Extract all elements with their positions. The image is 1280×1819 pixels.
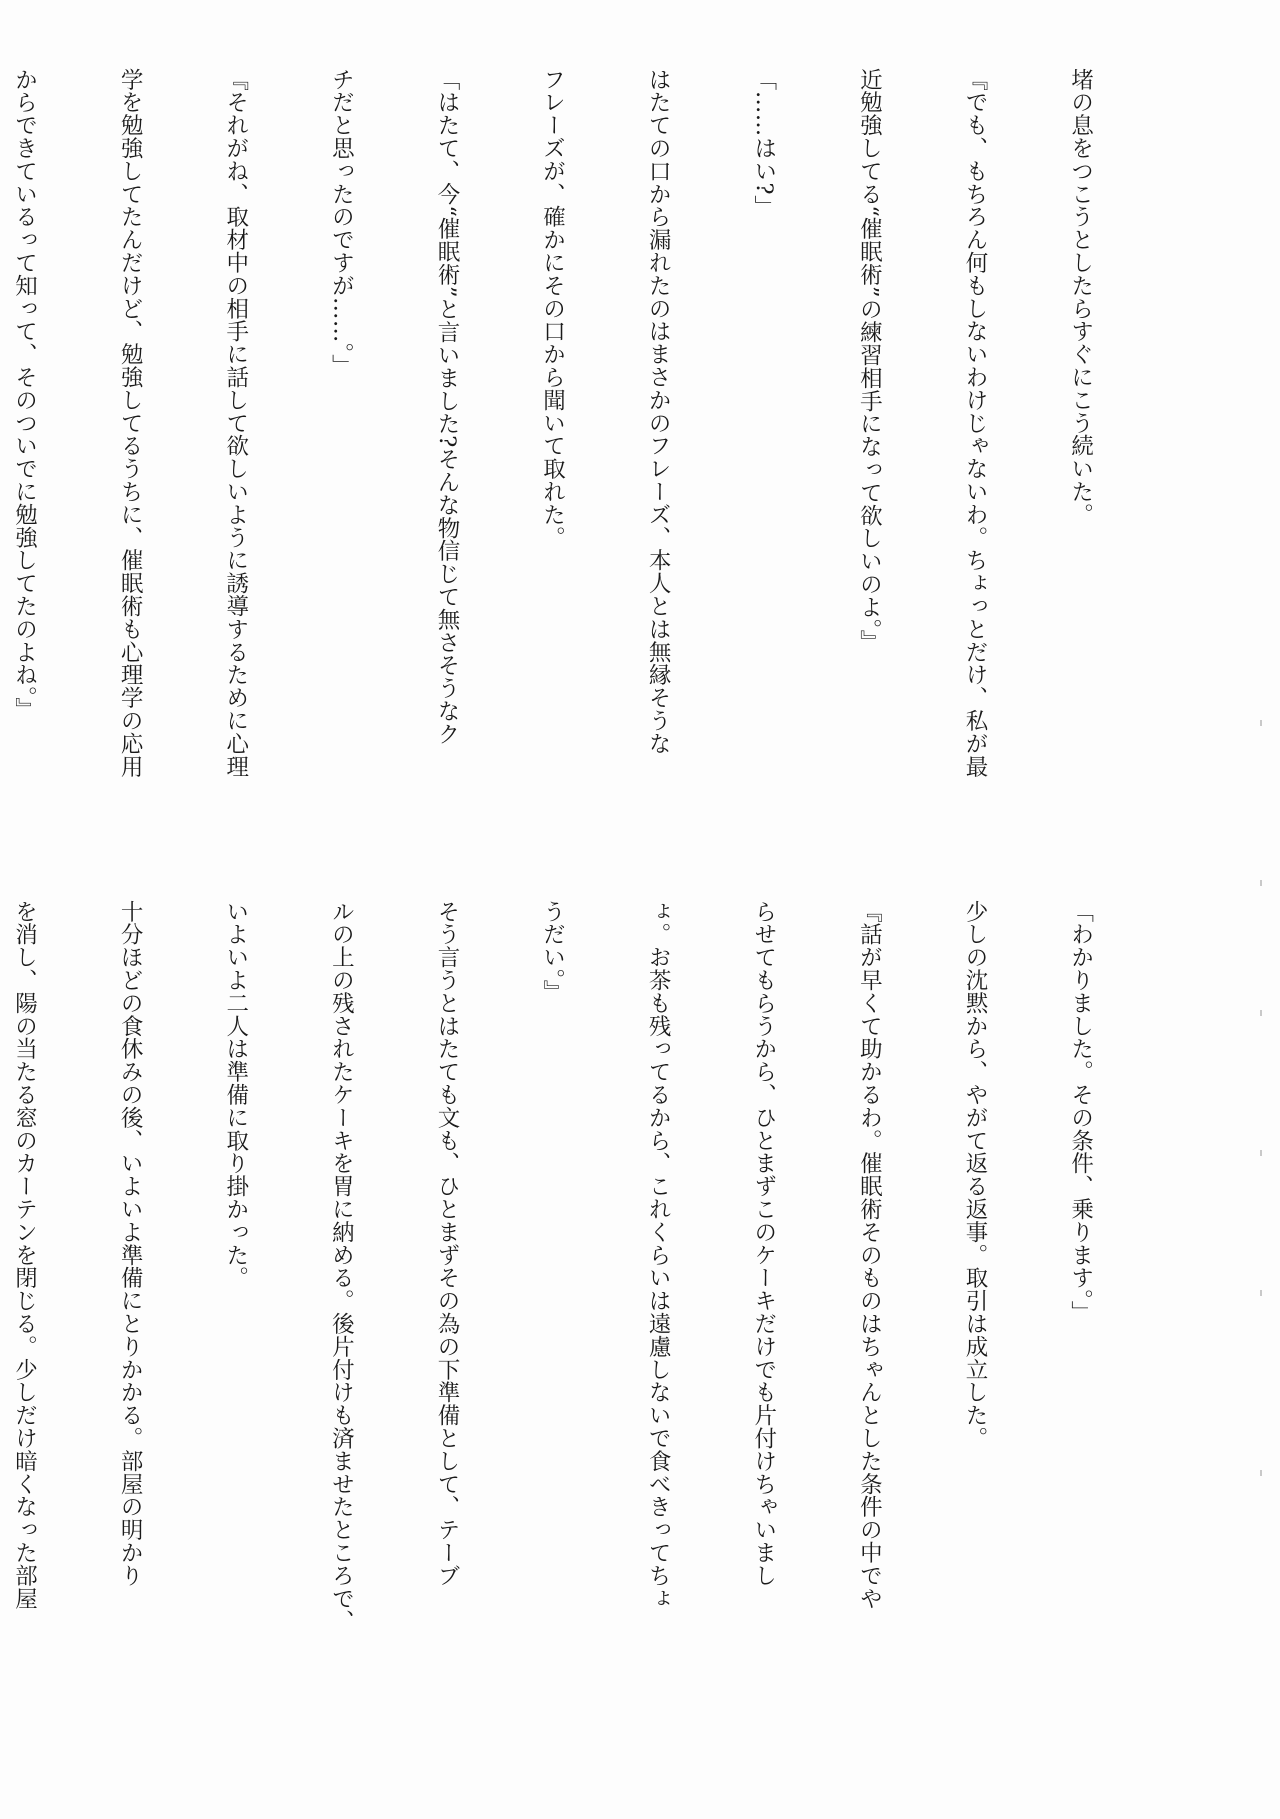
scan-speck	[1260, 1010, 1262, 1016]
text-line: からできているって知って、そのついでに勉強してたのよね。』	[11, 68, 38, 721]
text-line: いよいよ二人は準備に取り掛かった。	[222, 900, 249, 1290]
text-line: 近勉強してる“催眠術”の練習相手になって欲しいのよ。』	[856, 68, 883, 654]
text-line: 『でも、もちろん何もしないわけじゃないわ。ちょっとだけ、私が最	[961, 68, 988, 778]
upper-text-block	[0, 68, 1168, 838]
scan-speck	[1260, 1290, 1262, 1296]
text-line: そう言うとはたても文も、ひとまずその為の下準備として、テーブ	[433, 900, 460, 1587]
text-line: 十分ほどの食休みの後、いよいよ準備にとりかかる。部屋の明かり	[117, 900, 144, 1587]
text-line: 『話が早くて助かるわ。催眠術そのものはちゃんとした条件の中でや	[856, 900, 883, 1610]
text-line: 「……はい?」	[750, 68, 777, 218]
text-line: 『それがね、取材中の相手に話して欲しいように誘導するために心理	[222, 68, 249, 778]
text-line: 少しの沈黙から、やがて返る返事。取引は成立した。	[961, 900, 988, 1450]
text-line: ルの上の残されたケーキを胃に納める。後片付けも済ませたところで、	[328, 900, 355, 1633]
text-line: ょ。お茶も残ってるから、これくらいは遠慮しないで食べきってちょ	[645, 900, 672, 1610]
text-line: チだと思ったのですが……。」	[328, 68, 355, 378]
text-line: らせてもらうから、ひとまずこのケーキだけでも片付けちゃいまし	[750, 900, 777, 1587]
text-line: はたての口から漏れたのはまさかのフレーズ、本人とは無縁そうな	[645, 68, 672, 755]
lower-text-block	[0, 900, 1168, 1670]
scan-speck	[1260, 720, 1262, 726]
text-line: を消し、陽の当たる窓のカーテンを閉じる。少しだけ暗くなった部屋	[11, 900, 38, 1610]
scan-speck	[1260, 880, 1262, 886]
scan-edge-marks	[1260, 0, 1262, 1819]
text-line: 「わかりました。その条件、乗ります。」	[1067, 900, 1094, 1324]
text-line: 学を勉強してたんだけど、勉強してるうちに、催眠術も心理学の応用	[117, 68, 144, 778]
scan-speck	[1260, 1470, 1262, 1476]
text-line: 堵の息をつこうとしたらすぐにこう続いた。	[1067, 68, 1094, 526]
scan-speck	[1260, 1150, 1262, 1156]
text-line: 「はたて、今“催眠術”と言いました?そんな物信じて無さそうなク	[433, 68, 460, 746]
text-line: うだい。』	[539, 900, 566, 1004]
text-line: フレーズが、確かにその口から聞いて取れた。	[539, 68, 566, 549]
